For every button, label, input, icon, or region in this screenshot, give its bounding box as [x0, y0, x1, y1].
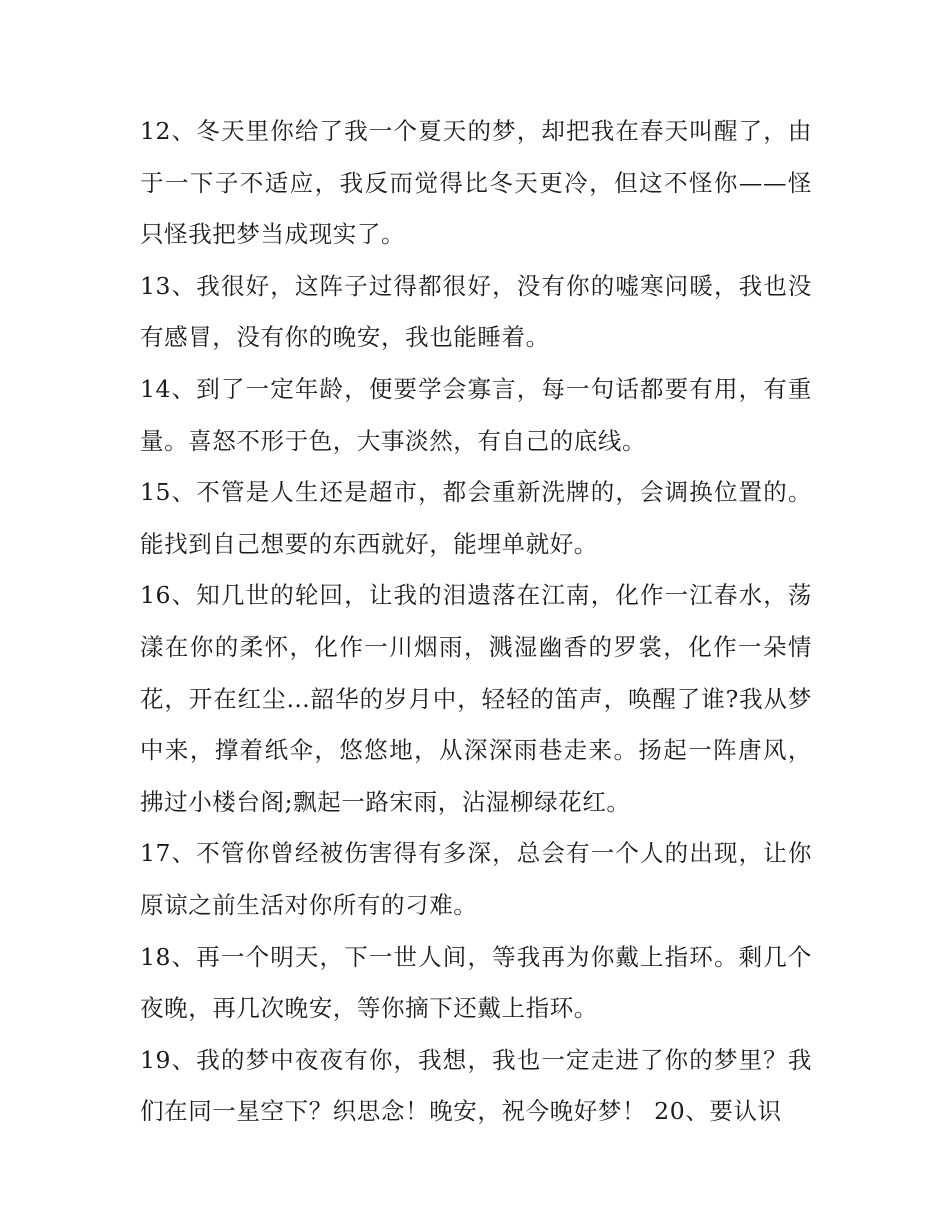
paragraph-12: 12、冬天里你给了我一个夏天的梦，却把我在春天叫醒了，由于一下子不适应，我反而觉得比冬天更冷，但这不怪你——怪只怪我把梦当成现实了。: [140, 117, 812, 249]
paragraph-15: 15、不管是人生还是超市，都会重新洗牌的，会调换位置的。能找到自己想要的东西就好，能埋单就好。: [140, 478, 812, 558]
document-body: [140, 106, 812, 1138]
paragraph-13: 13、我很好，这阵子过得都很好，没有你的嘘寒问暖，我也没有感冒，没有你的晚安，我也能睡着。: [140, 271, 812, 352]
paragraph-19: 19、我的梦中夜夜有你，我想，我也一定走进了你的梦里？我们在同一星空下？织思念！晚安，祝今晚好梦！ 20、要认识: [140, 1045, 812, 1126]
paragraph-17: 17、不管你曾经被伤害得有多深，总会有一个人的出现，让你原谅之前生活对你所有的刁难。: [140, 839, 812, 919]
paragraph-18: 18、再一个明天，下一世人间，等我再为你戴上指环。剩几个夜晚，再几次晚安，等你摘下还戴上指环。: [140, 942, 812, 1023]
paragraph-16: 16、知几世的轮回，让我的泪遗落在江南，化作一江春水，荡漾在你的柔怀，化作一川烟雨，溅湿幽香的罗裳，化作一朵情花，开在红尘…韶华的岁月中，轻轻的笛声，唤醒了谁?我从梦中来，撑着纸伞，悠悠地，从深深雨巷走来。扬起一阵唐风，拂过小楼台阁;飘起一路宋雨，沾湿柳绿花红。: [140, 581, 812, 816]
paragraph-14: 14、到了一定年龄，便要学会寡言，每一句话都要有用，有重量。喜怒不形于色，大事淡然，有自己的底线。: [140, 374, 812, 455]
